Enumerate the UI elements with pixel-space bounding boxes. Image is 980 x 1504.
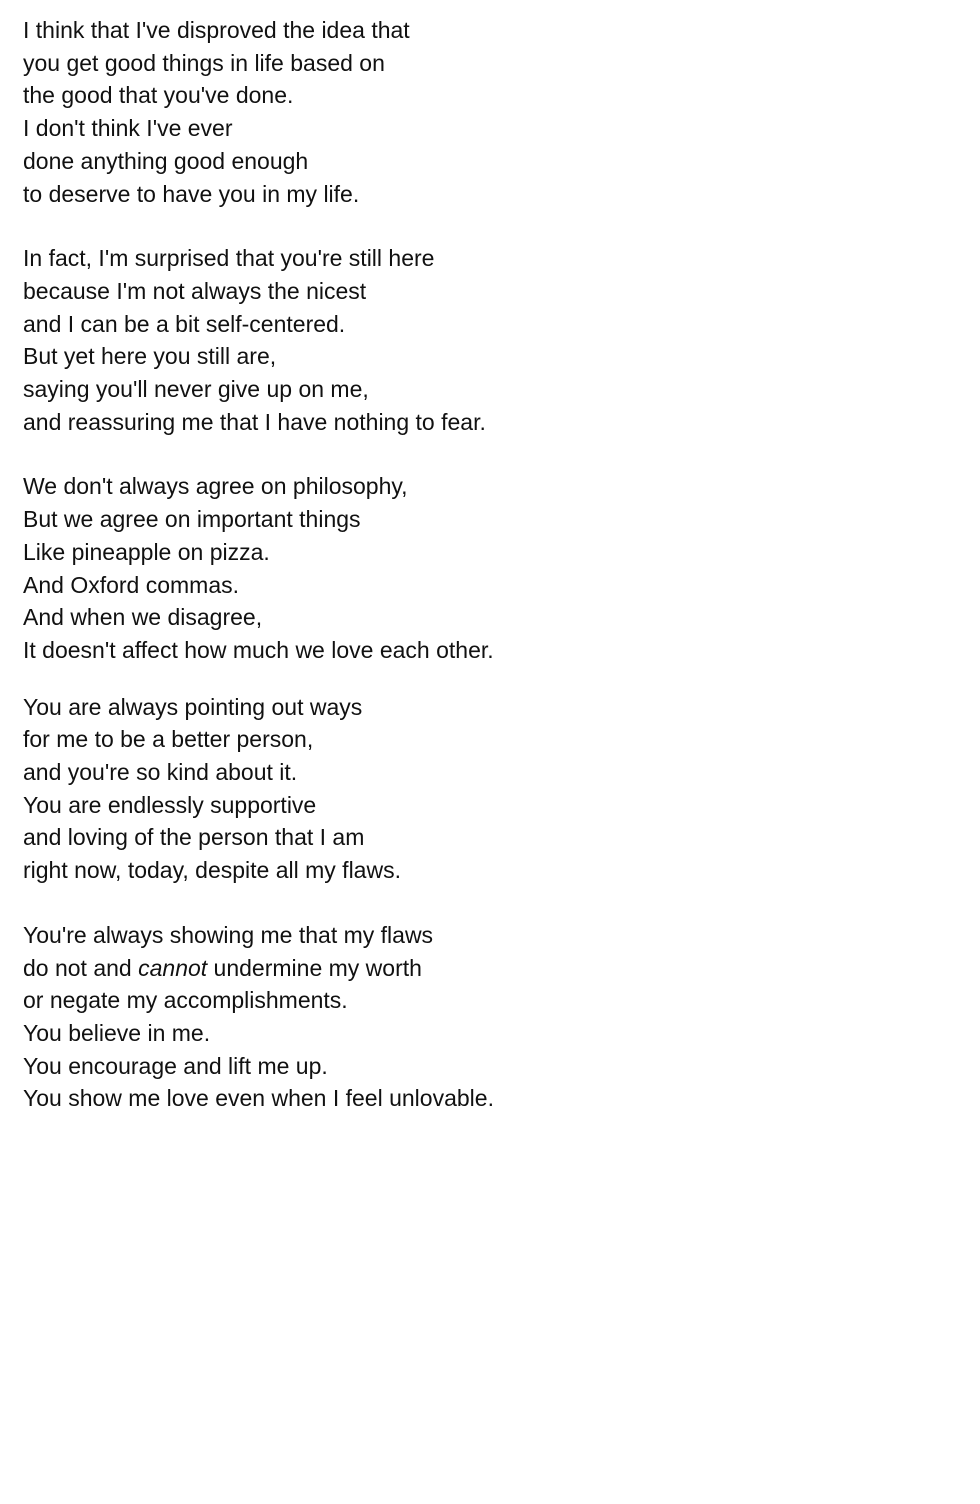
poem-line: But yet here you still are, — [23, 343, 277, 370]
poem-line: the good that you've done. — [23, 82, 294, 109]
stanza-1 — [23, 14, 923, 210]
poem-line: you get good things in life based on — [23, 49, 385, 76]
poem-line: You're always showing me that my flaws — [23, 921, 434, 948]
poem-line: You are always pointing out ways — [23, 693, 363, 720]
poem-line: I don't think I've ever — [23, 115, 233, 142]
emphasized-word: cannot — [138, 954, 208, 981]
poem-line: You encourage and lift me up. — [23, 1052, 328, 1079]
line-after-text: undermine my worth — [207, 954, 422, 981]
poem-line: right now, today, despite all my flaws. — [23, 857, 401, 884]
poem-line: You show me love even when I feel unlovable. — [23, 1085, 494, 1112]
poem-line: And Oxford commas. — [23, 571, 240, 598]
poem-line: done anything good enough — [23, 147, 309, 174]
stanza-4 — [23, 691, 923, 887]
poem-line: saying you'll never give up on me, — [23, 376, 369, 403]
poem — [23, 14, 923, 1115]
poem-line: and loving of the person that I am — [23, 824, 365, 851]
poem-line: because I'm not always the nicest — [23, 277, 367, 304]
poem-line: or negate my accomplishments. — [23, 987, 348, 1014]
poem-line: And when we disagree, — [23, 604, 263, 631]
poem-line: to deserve to have you in my life. — [23, 180, 360, 207]
poem-line-emphasis — [23, 952, 923, 985]
line-before-text: do not and — [23, 954, 139, 981]
poem-line: In fact, I'm surprised that you're still here — [23, 245, 435, 272]
poem-line: You believe in me. — [23, 1019, 211, 1046]
poem-line: But we agree on important things — [23, 506, 361, 533]
stanza-2 — [23, 242, 923, 438]
poem-line: I think that I've disproved the idea that — [23, 17, 410, 43]
stanza-5 — [23, 919, 923, 1115]
poem-line: for me to be a better person, — [23, 726, 314, 753]
poem-line: and I can be a bit self-centered. — [23, 310, 346, 337]
poem-line: You are endlessly supportive — [23, 791, 317, 818]
poem-line: We don't always agree on philosophy, — [23, 473, 408, 500]
poem-line: Like pineapple on pizza. — [23, 538, 270, 565]
stanza-3 — [23, 470, 923, 666]
poem-line: and reassuring me that I have nothing to fear. — [23, 408, 486, 435]
poem-line: and you're so kind about it. — [23, 759, 298, 786]
poem-line: It doesn't affect how much we love each other. — [23, 636, 494, 663]
